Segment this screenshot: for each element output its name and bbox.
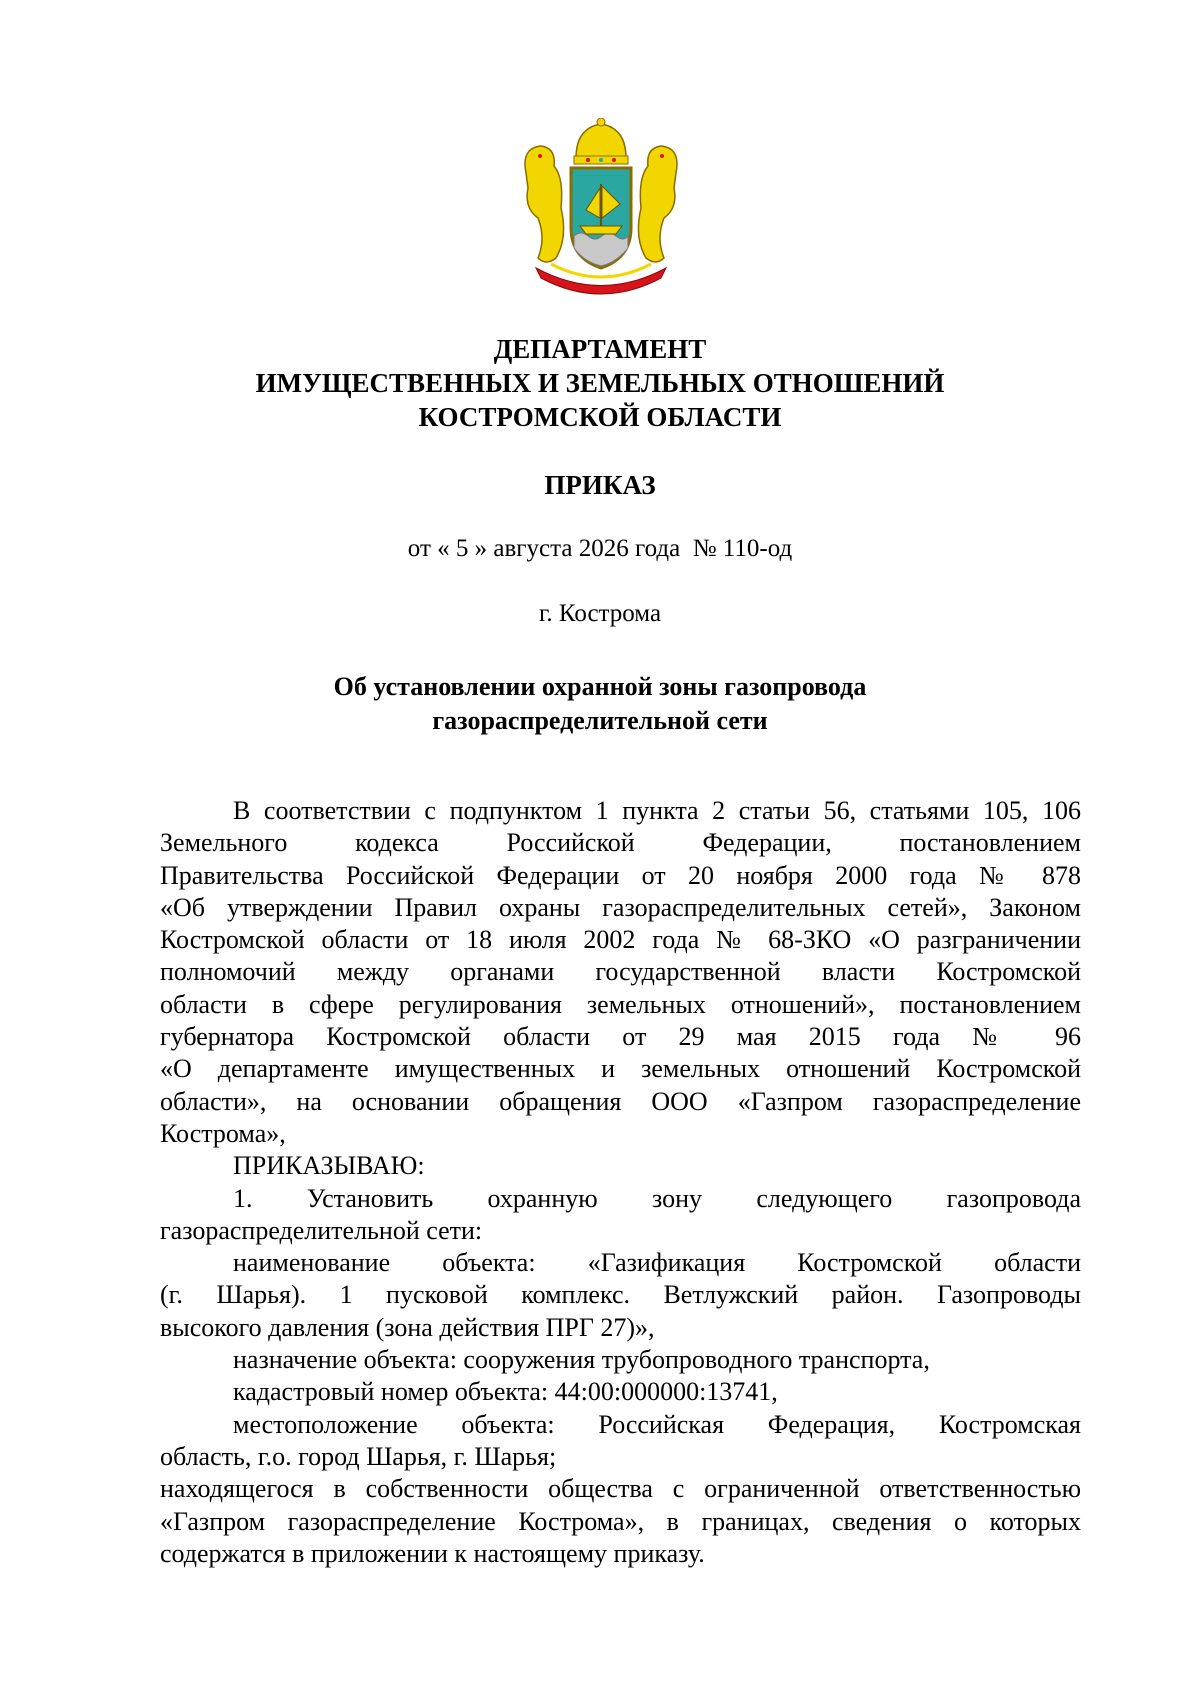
text-line: Костромской области от 18 июля 2002 года № 68-ЗКО «О разграничении [160,925,1081,955]
department-line: ИМУЩЕСТВЕННЫХ И ЗЕМЕЛЬНЫХ ОТНОШЕНИЙ [255,368,945,398]
text-line: полномочий между органами государственной власти Костромской [160,957,1081,987]
text-line: наименование объекта: «Газификация Костромской области [233,1248,1081,1278]
text-line: «Газпром газораспределение Кострома», в границах, сведения о которых [160,1506,1081,1536]
department-line: КОСТРОМСКОЙ ОБЛАСТИ [418,402,782,432]
order-word: ПРИКАЗЫВАЮ: [233,1151,425,1181]
subject-line: газораспределительной сети [432,706,768,735]
order-subject [0,670,1200,738]
order-date-number: от « 5 » августа 2026 года № 110-од [407,535,793,562]
order-city: г. Кострома [538,600,662,627]
cadastral-number: кадастровый номер объекта: 44:00:000000:13741, [233,1377,778,1407]
text-line: высокого давления (зона действия ПРГ 27)», [160,1312,655,1342]
text-line: области в сфере регулирования земельных отношений», постановлением [160,989,1081,1019]
text-line: (г. Шарья). 1 пусковой комплекс. Ветлужский район. Газопроводы [160,1280,1081,1310]
text-line: местоположение объекта: Российская Федерация, Костромская [233,1409,1081,1439]
text-line: «О департаменте имущественных и земельных отношений Костромской [160,1054,1081,1084]
text-line: область, г.о. город Шарья, г. Шарья; [160,1441,557,1471]
preamble-paragraph [160,795,1081,1150]
text-line: губернатора Костромской области от 29 мая 2015 года № 96 [160,1022,1081,1052]
text-line: находящегося в собственности общества с ограниченной ответственностью [160,1474,1081,1504]
subject-line: Об установлении охранной зоны газопровода [333,672,867,701]
object-name-paragraph [160,1247,1081,1344]
text-line: содержатся в приложении к настоящему приказу. [160,1538,705,1568]
text-line: 1. Установить охранную зону следующего газопровода [233,1183,1081,1213]
text-line: области», на основании обращения ООО «Газпром газораспределение [160,1086,1081,1116]
text-line: Земельного кодекса Российской Федерации, постановлением [160,828,1081,858]
text-line: «Об утверждении Правил охраны газораспределительных сетей», Законом [160,892,1081,922]
ownership-paragraph [160,1473,1081,1570]
text-line: В соответствии с подпунктом 1 пункта 2 статьи 56, статьями 105, 106 [233,796,1081,825]
department-line: ДЕПАРТАМЕНТ [493,334,707,364]
department-name [0,332,1200,434]
item-1-paragraph [160,1183,1081,1248]
order-body [160,795,1081,1570]
text-line: Кострома», [160,1118,286,1148]
text-line: газораспределительной сети: [160,1215,483,1245]
text-line: Правительства Российской Федерации от 20 ноября 2000 года № 878 [160,860,1081,890]
object-purpose: назначение объекта: сооружения трубопроводного транспорта, [233,1345,930,1375]
coat-of-arms-icon [516,118,686,298]
document-type: ПРИКАЗ [544,470,656,500]
location-paragraph [160,1409,1081,1474]
